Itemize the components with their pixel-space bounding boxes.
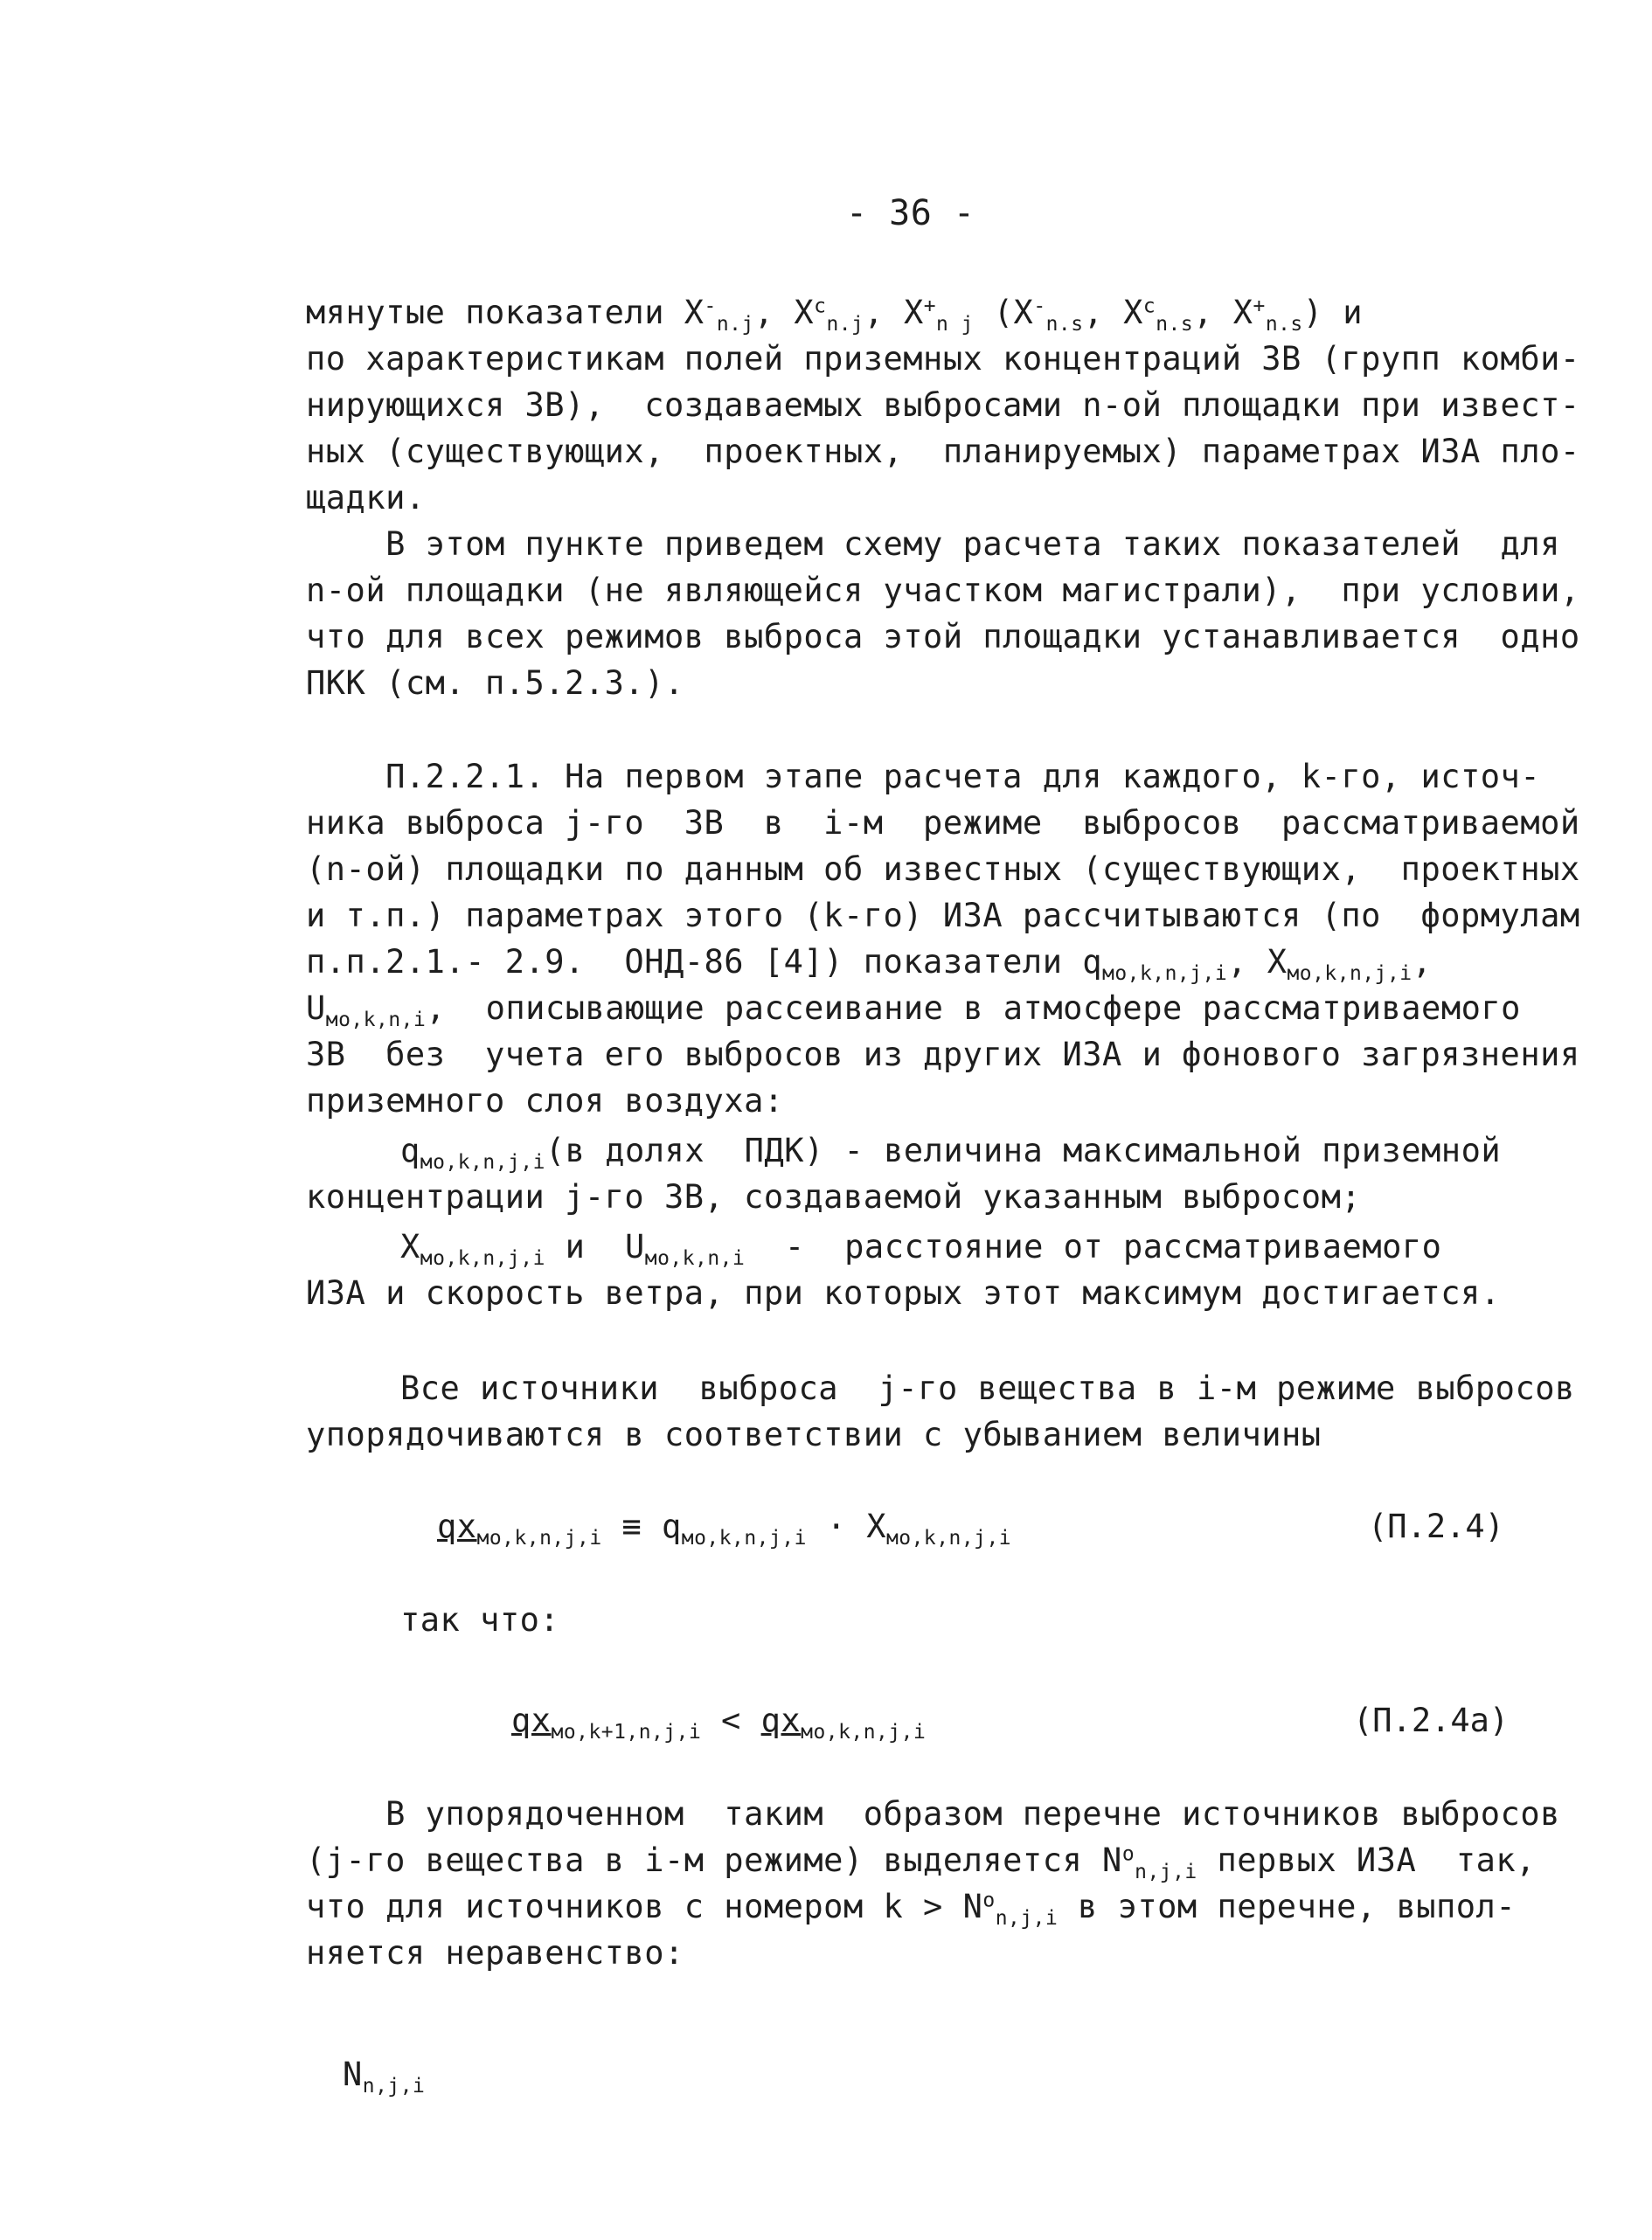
def1-line2: концентрации j-го ЗВ, создаваемой указанным выбросом;: [306, 1178, 1362, 1216]
def1-line1: $q_{мо,k,n,j,i}(в$ долях ПДК) - величина максимальной приземной: [400, 1132, 1502, 1175]
para3-line4: и т.п.) параметрах этого (k-го) ИЗА рассчитываются (по формулам: [306, 897, 1580, 934]
para4-line1: Все источники выброса j-го вещества в i-м режиме выбросов: [400, 1370, 1575, 1407]
para2-line3: что для всех режимов выброса этой площадки устанавливается одно: [306, 618, 1580, 655]
para4-line2: упорядочиваются в соответствии с убыванием величины: [306, 1416, 1322, 1453]
bottom-formula-start: $N_{n,j,i}$: [343, 2056, 426, 2098]
para1-line1: мянутые показатели $X^-_{n.j}$, $X^c_{n.j}$, $X^+_{n j}$ ($X^-_{n.s}$, $X^c_{n.s}$, $X^+_{n.s}$) и: [306, 294, 1364, 336]
equation-number-p2-4a: (П.2.4а): [1353, 1702, 1510, 1739]
para3-line8: приземного слоя воздуха:: [306, 1082, 784, 1120]
para5-line1: В упорядоченном таким образом перечне источников выбросов: [306, 1795, 1560, 1833]
para3-line6: $U_{мо,k,n,i}$, описывающие рассеивание в атмосфере рассматриваемого: [306, 989, 1521, 1032]
para3-line2: ника выброса j-го ЗВ в i-м режиме выбросов рассматриваемой: [306, 804, 1580, 842]
para2-line2: n-ой площадки (не являющейся участком магистрали), при условии,: [306, 572, 1580, 609]
para1-line3: нирующихся ЗВ), создаваемых выбросами n-ой площадки при извест-: [306, 386, 1580, 424]
para1-line2: по характеристикам полей приземных концентраций ЗВ (групп комби-: [306, 340, 1580, 378]
equation-p2-4a: $qx_{мо,k+1,n,j,i} < qx_{мо,k,n,j,i}$: [511, 1702, 927, 1744]
para3-line5: п.п.2.1.- 2.9. ОНД-86 [4]) показатели $q_{мо,k,n,j,i}$, $X_{мо,k,n,j,i}$,: [306, 943, 1433, 986]
def2-line1: $X_{мо,k,n,j,i}$ и $U_{мо,k,n,i}$ - расстояние от рассматриваемого: [400, 1228, 1442, 1271]
para2-line4: ПКК (см. п.5.2.3.).: [306, 664, 684, 702]
para1-line5: щадки.: [306, 479, 426, 517]
para1-line4: ных (существующих, проектных, планируемых) параметрах ИЗА пло-: [306, 433, 1580, 470]
para3-line3: (n-ой) площадки по данным об известных (существующих, проектных: [306, 850, 1580, 888]
para3-line7: ЗВ без учета его выбросов из других ИЗА и фонового загрязнения: [306, 1036, 1580, 1073]
def2-line2: ИЗА и скорость ветра, при которых этот максимум достигается.: [306, 1274, 1501, 1312]
page-number: - 36 -: [846, 193, 975, 233]
para5-line4: няется неравенство:: [306, 1934, 684, 1972]
para2-line1: В этом пункте приведем схему расчета таких показателей для: [306, 525, 1560, 563]
para3-line1: П.2.2.1. На первом этапе расчета для каждого, k-го, источ-: [306, 758, 1541, 795]
equation-number-p2-4: (П.2.4): [1368, 1508, 1504, 1545]
equation-p2-4: $qx_{мо,k,n,j,i} \equiv q_{мо,k,n,j,i} \cdot X_{мо,k,n,j,i}$: [437, 1508, 1012, 1550]
so-that-text: так что:: [400, 1601, 560, 1639]
para5-line2: (j-го вещества в i-м режиме) выделяется $N^o_{n,j,i}$ первых ИЗА так,: [306, 1841, 1536, 1884]
para5-line3: что для источников с номером $k > N^o_{n,j,i}$ в этом перечне, выпол-: [306, 1888, 1517, 1931]
